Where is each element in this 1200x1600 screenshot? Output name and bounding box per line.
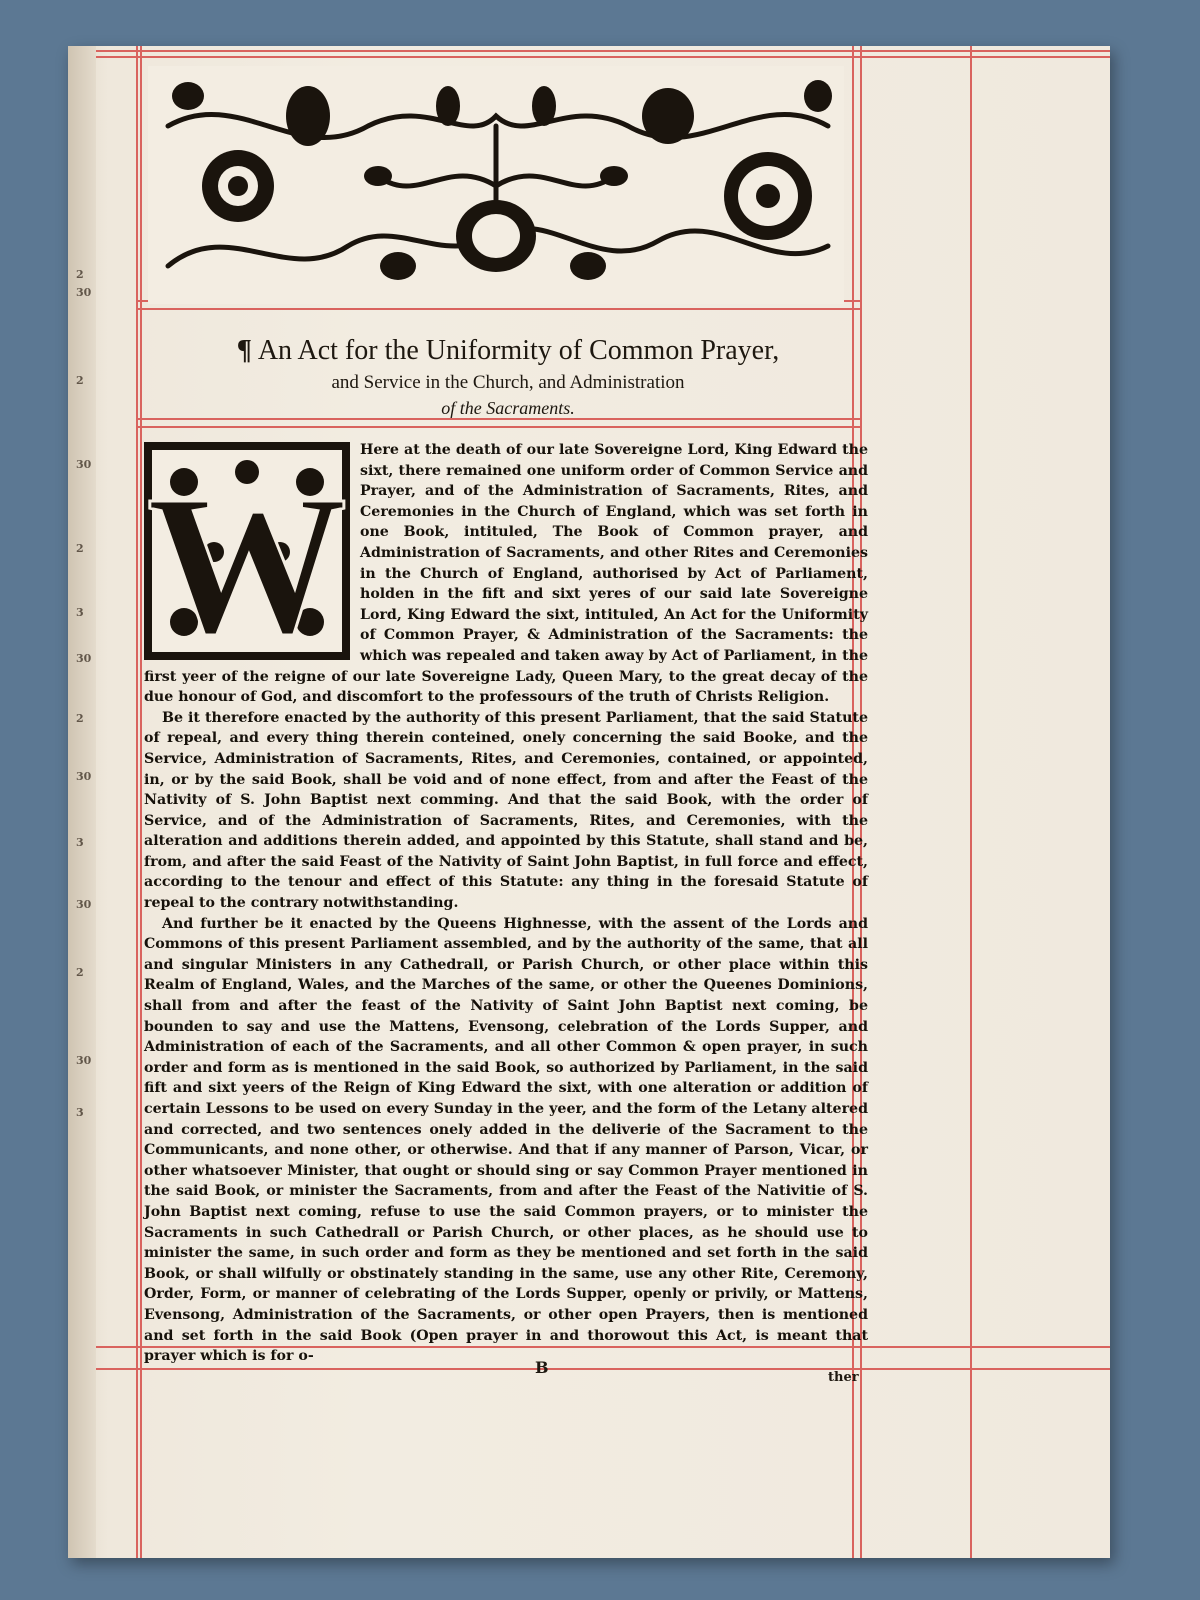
edge-mark: 2: [76, 374, 84, 387]
red-rule-horizontal: [96, 50, 1110, 52]
act-title: [148, 334, 868, 420]
edge-mark: 3: [76, 606, 84, 619]
red-rule-horizontal: [96, 1368, 1110, 1370]
edge-mark: 30: [76, 286, 92, 299]
decorated-initial-image: [144, 442, 350, 660]
red-rule-vertical: [136, 46, 138, 1558]
edge-mark: 2: [76, 268, 84, 281]
catchword: ther: [828, 1370, 859, 1385]
title-line-2: and Service in the Church, and Administration: [331, 372, 685, 393]
edge-mark: 3: [76, 836, 84, 849]
decorated-initial-w: [144, 442, 350, 660]
edge-mark: 2: [76, 966, 84, 979]
title-line-1: [148, 334, 868, 368]
red-rule-vertical: [140, 46, 142, 1558]
edge-mark: 30: [76, 770, 92, 783]
edge-mark: 3: [76, 1106, 84, 1119]
act-body-text: [144, 440, 868, 1367]
edge-mark: 30: [76, 1054, 92, 1067]
signature-mark: B: [535, 1358, 549, 1377]
red-rule-horizontal: [136, 426, 860, 428]
red-rule-vertical: [970, 46, 972, 1558]
floral-headpiece-ornament: [148, 66, 844, 304]
dropcap-letter: W: [147, 455, 347, 660]
paragraph-2: Be it therefore enacted by the authority of this present Parliament, that the said Statute of repeal, and every thing therein conteined, onely concerning the said Booke, and the Service, Administration of Sacraments, Rites, and Ceremonies, contained, or appointed, in, or by the said Book, shall be void and of none effect, from and after the Feast of the Nativity of S. John Baptist next comming. And that the said Book, with the order of Service, and of the Administration of Sacraments, Rites, and Ceremonies, with the alteration and additions therein added, and appointed by this Statute, shall stand and be, from, and after the said Feast of the Nativity of Saint John Baptist, in full force and effect, according to the tenour and effect of this Statute: any thing in the foresaid Statute of repeal to the contrary notwithstanding.: [144, 709, 868, 912]
edge-mark: 30: [76, 898, 92, 911]
edge-mark: 30: [76, 458, 92, 471]
title-line-3: of the Sacraments.: [441, 398, 575, 418]
paragraph-1: Here at the death of our late Sovereigne Lord, King Edward the sixt, there remained one uniform order of Common Service and Prayer, and of the Administration of Sacraments, Rites, and Ceremonies in the Church of England, which was set forth in one Book, intituled, The Book of Common prayer, and Administration of Sacraments, and other Rites and Ceremonies in the Church of England, authorised by Act of Parliament, holden in the fift and sixt yeres of our said late Sovereigne Lord, King Edward the sixt, intituled, An Act for the Uniformity of Common Prayer, & Administration of the Sacraments: the which was repealed and taken away by Act of Parliament, in the first yeer of the reigne of our late Sovereigne Lady, Queen Mary, to the great decay of the due honour of God, and discomfort to the professours of the truth of Christs Religion.: [144, 442, 868, 706]
red-rule-horizontal: [96, 56, 1110, 58]
paragraph-3: And further be it enacted by the Queens Highnesse, with the assent of the Lords and Commons of this present Parliament assembled, and by the authority of the same, that all and singular Ministers in any Cathedrall, or Parish Church, or other place within this Realm of England, Wales, and the Marches of the same, or other the Queenes Dominions, shall from and after the feast of the Nativity of Saint John Baptist next coming, be bounden to say and use the Mattens, Evensong, celebration of the Lords Supper, and Administration of each of the Sacraments, and all other Common & open prayer, in such order and form as is mentioned in the said Book, so authorized by Parliament, in the said fift and sixt yeers of the Reign of King Edward the sixt, with one alteration or addition of certain Lessons to be used on every Sunday in the yeer, and the form of the Letany altered and corrected, and two sentences onely added in the deliverie of the Sacrament to the Communicants, and none other, or otherwise. And that if any manner of Parson, Vicar, or other whatsoever Minister, that ought or should sing or say Common Prayer mentioned in the said Book, or minister the Sacraments, from and after the Feast of the Nativitie of S. John Baptist next coming, refuse to use the said Common prayers, or to minister the Sacraments in such Cathedrall or Parish Church, or other places, as he should use to minister the same, in such order and form as they be mentioned and set forth in the said Book, or shall wilfully or obstinately standing in the same, use any other Rite, Ceremony, Order, Form, or manner of celebrating of the Lords Supper, openly or privily, or Mattens, Evensong, Administration of the Sacraments, or other open Prayers, then is mentioned and set forth in the said Book (Open prayer in and thorowout this Act, is meant that prayer which is for o-: [144, 915, 868, 1365]
floral-woodcut-image: [148, 66, 844, 304]
red-rule-horizontal: [136, 308, 860, 310]
edge-mark: 2: [76, 712, 84, 725]
pilcrow-mark: ¶: [236, 335, 252, 366]
edge-mark: 30: [76, 652, 92, 665]
title-line-1-text: An Act for the Uniformity of Common Prayer,: [257, 335, 780, 366]
edge-mark: 2: [76, 542, 84, 555]
